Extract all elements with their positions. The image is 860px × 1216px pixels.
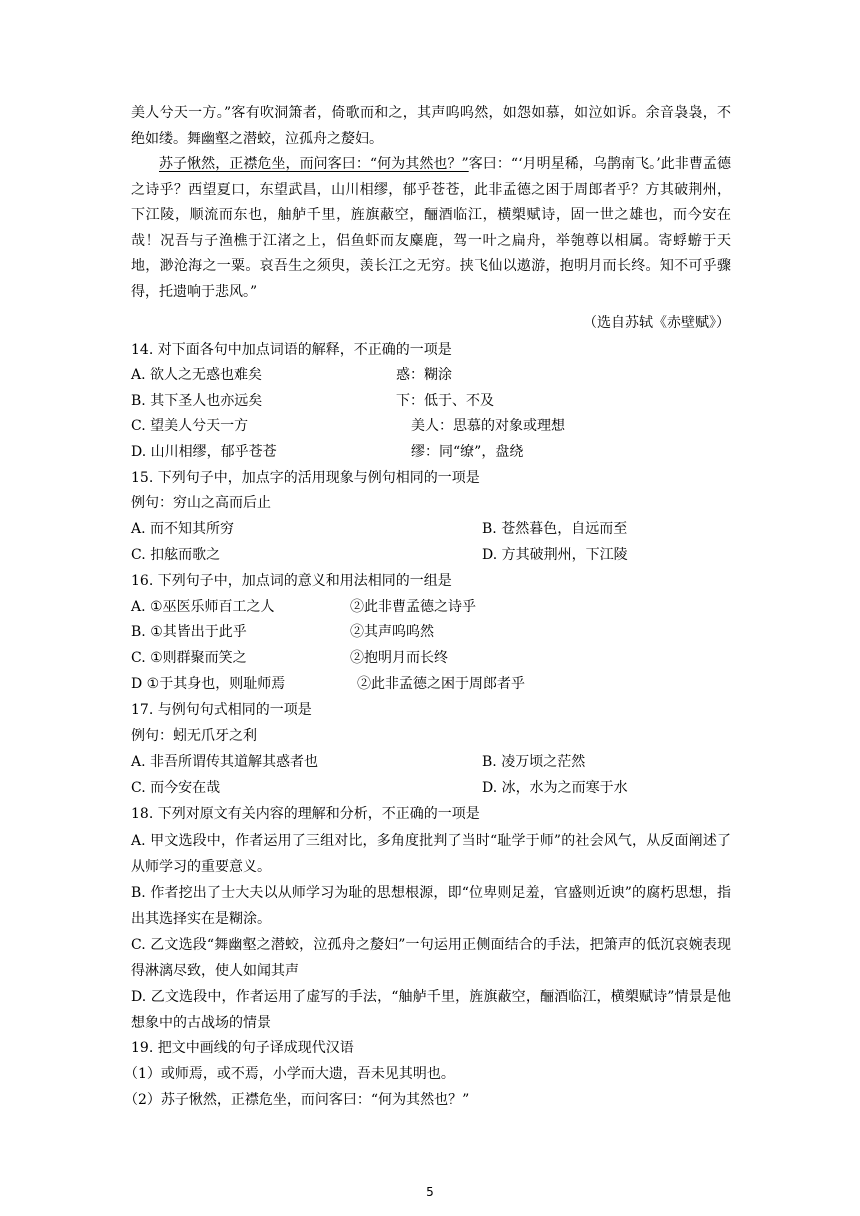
q14-option-d: D. 山川相缪，郁乎苍苍 bbox=[131, 444, 277, 460]
passage-paragraph-2-rest: 客曰：“‘月明星稀，乌鹊南飞。’此非曹孟德之诗乎？西望夏口，东望武昌，山川相缪，郁乎苍苍，此非孟德之困于周郎者乎？方其破荆州，下江陵，顺流而东也，舳舻千里，旌旗蔽空，酾酒临江，横槊赋诗，固一世之雄也，而今安在哉！况吾与子渔樵于江渚之上，侣鱼虾而友麋鹿，驾一叶之扁舟，举匏尊以相属。寄蜉蝣于天地，渺沧海之一粟。哀吾生之须臾，羡长江之无穷。挟飞仙以遨游，抱明月而长终。知不可乎骤得，托遗响于悲风。” bbox=[131, 156, 731, 300]
q15-option-d: D. 方其破荆州，下江陵 bbox=[482, 547, 628, 563]
q17-option-a: A. 非吾所谓传其道解其惑者也 bbox=[131, 754, 319, 770]
q16-option-b-2: ②其声呜呜然 bbox=[350, 624, 434, 640]
q14-option-c: C. 望美人兮天一方 bbox=[131, 418, 249, 434]
q19-sentence-2: （2）苏子愀然，正襟危坐，而问客曰：“何为其然也？” bbox=[124, 1092, 470, 1108]
q14-option-a-explanation: 惑：糊涂 bbox=[396, 367, 452, 383]
q15-example: 例句：穷山之高而后止 bbox=[131, 495, 271, 511]
q15-stem: 15. 下列句子中，加点字的活用现象与例句相同的一项是 bbox=[131, 470, 480, 486]
q18-option-a: A. 甲文选段中，作者运用了三组对比，多角度批判了当时“耻学于师”的社会风气，从反面阐述了从师学习的重要意义。 bbox=[131, 833, 731, 875]
passage-paragraph-2 bbox=[131, 152, 731, 305]
q14-option-b: B. 其下圣人也亦远矣 bbox=[131, 393, 263, 409]
q18-option-c: C. 乙文选段“舞幽壑之潜蛟，泣孤舟之嫠妇”一句运用正侧面结合的手法，把箫声的低沉哀婉表现得淋漓尽致，使人如闻其声 bbox=[131, 937, 731, 979]
q14-option-d-explanation: 缪：同“缭”，盘绕 bbox=[411, 444, 524, 460]
q17-option-c: C. 而今安在哉 bbox=[131, 780, 221, 796]
q17-stem: 17. 与例句句式相同的一项是 bbox=[131, 702, 312, 718]
q16-option-d-1: D ①于其身也，则耻师焉 bbox=[131, 676, 286, 692]
q16-option-b-1: B. ①其皆出于此乎 bbox=[131, 624, 247, 640]
q18-stem: 18. 下列对原文有关内容的理解和分析，不正确的一项是 bbox=[131, 806, 480, 822]
q14-option-b-explanation: 下：低于、不及 bbox=[396, 393, 494, 409]
q19-sentence-1: （1）或师焉，或不焉，小学而大遗，吾未见其明也。 bbox=[124, 1066, 455, 1082]
q15-option-b: B. 苍然暮色，自远而至 bbox=[482, 521, 628, 537]
q15-option-a: A. 而不知其所穷 bbox=[131, 521, 235, 537]
q14-option-c-explanation: 美人：思慕的对象或理想 bbox=[411, 418, 565, 434]
q17-option-d: D. 冰，水为之而寒于水 bbox=[482, 780, 628, 796]
page-number: 5 bbox=[426, 1185, 434, 1199]
q18-option-d: D. 乙文选段中，作者运用了虚写的手法，“舳舻千里，旌旗蔽空，酾酒临江，横槊赋诗”情景是他想象中的古战场的情景 bbox=[131, 989, 731, 1031]
passage-paragraph-1: 美人兮天一方。”客有吹洞箫者，倚歌而和之，其声呜呜然，如怨如慕，如泣如诉。余音袅袅，不绝如缕。舞幽壑之潜蛟，泣孤舟之嫠妇。 bbox=[131, 105, 731, 147]
q16-option-c-2: ②抱明月而长终 bbox=[350, 650, 448, 666]
q16-option-d-2: ②此非孟德之困于周郎者乎 bbox=[357, 676, 525, 692]
q16-option-c-1: C. ①则群聚而笑之 bbox=[131, 650, 247, 666]
q14-option-a: A. 欲人之无惑也难矣 bbox=[131, 367, 263, 383]
q17-option-b: B. 凌万顷之茫然 bbox=[482, 754, 586, 770]
q18-option-b: B. 作者挖出了士大夫以从师学习为耻的思想根源，即“位卑则足羞，官盛则近谀”的腐朽思想，指出其选择实在是糊涂。 bbox=[131, 885, 731, 927]
passage-source: （选自苏轼《赤壁赋》） bbox=[583, 315, 730, 331]
q16-option-a-1: A. ①巫医乐师百工之人 bbox=[131, 599, 275, 615]
q15-option-c: C. 扣舷而歌之 bbox=[131, 547, 221, 563]
q19-stem: 19. 把文中画线的句子译成现代汉语 bbox=[131, 1040, 354, 1056]
q16-option-a-2: ②此非曹孟德之诗乎 bbox=[350, 599, 476, 615]
q17-example: 例句：蚓无爪牙之利 bbox=[131, 728, 257, 744]
q16-stem: 16. 下列句子中，加点词的意义和用法相同的一组是 bbox=[131, 573, 452, 589]
underlined-sentence: 苏子愀然，正襟危坐，而问客曰：“何为其然也？” bbox=[159, 156, 469, 172]
q14-stem: 14. 对下面各句中加点词语的解释，不正确的一项是 bbox=[131, 342, 452, 358]
